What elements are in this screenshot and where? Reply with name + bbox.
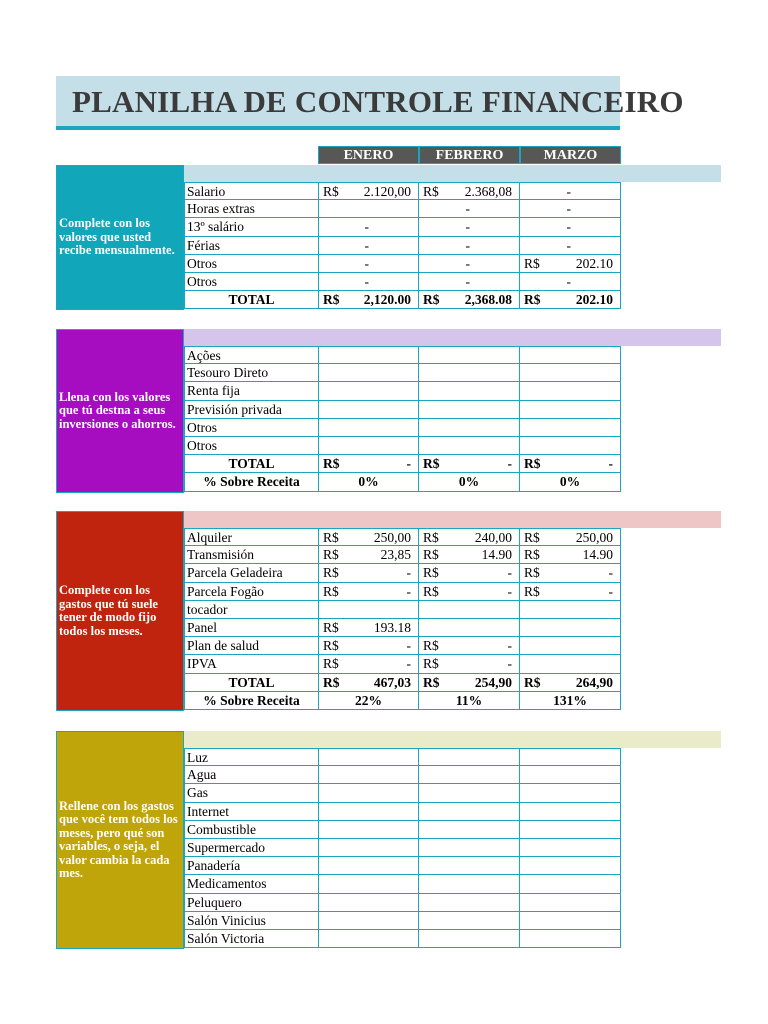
value-cell[interactable]	[419, 583, 520, 601]
value-cell[interactable]	[520, 601, 621, 619]
value-cell[interactable]	[319, 401, 419, 419]
value-cell[interactable]	[520, 291, 621, 309]
value-cell[interactable]	[419, 346, 520, 364]
row-label[interactable]: Otros	[184, 273, 319, 291]
value-cell[interactable]	[520, 637, 621, 655]
currency-symbol: R$	[524, 456, 541, 472]
currency-symbol: R$	[423, 530, 439, 545]
row-label[interactable]: Tesouro Direto	[184, 364, 319, 382]
row-label[interactable]: Panel	[184, 619, 319, 637]
row-label[interactable]: 13º salário	[184, 218, 319, 236]
value-cell[interactable]	[419, 930, 520, 948]
row-label[interactable]: Gas	[184, 784, 319, 802]
currency-symbol: R$	[524, 530, 540, 545]
row-label[interactable]: Supermercado	[184, 839, 319, 857]
value-cell[interactable]	[520, 455, 621, 473]
row-label[interactable]: Horas extras	[184, 200, 319, 218]
value-cell[interactable]	[419, 619, 520, 637]
currency-symbol: R$	[323, 565, 339, 581]
value-cell[interactable]	[520, 200, 621, 218]
value-cell[interactable]	[419, 637, 520, 655]
currency-symbol: R$	[323, 674, 340, 690]
value-cell[interactable]	[520, 875, 621, 893]
amount-value: 202.10	[575, 292, 613, 308]
value-cell[interactable]	[319, 601, 419, 619]
sheet-title-banner	[56, 76, 684, 130]
value-cell[interactable]	[319, 437, 419, 455]
amount-value: -	[364, 255, 369, 271]
amount-value: 2,120.00	[363, 292, 411, 308]
amount-value: -	[406, 638, 411, 654]
value-cell[interactable]	[419, 437, 520, 455]
value-cell[interactable]	[319, 803, 419, 821]
row-label[interactable]: Salario	[184, 182, 319, 200]
amount-value: 23,85	[380, 547, 411, 563]
value-cell[interactable]	[520, 930, 621, 948]
amount-value: -	[465, 255, 470, 271]
value-cell[interactable]	[520, 766, 621, 784]
value-cell[interactable]	[520, 821, 621, 839]
value-cell[interactable]	[520, 894, 621, 912]
value-cell[interactable]	[520, 237, 621, 255]
value-cell[interactable]	[319, 930, 419, 948]
amount-value: -	[465, 237, 470, 253]
value-cell[interactable]	[419, 455, 520, 473]
amount-value: 240,00	[474, 530, 512, 545]
amount-value: 2.368,08	[464, 184, 512, 199]
amount-value: -	[406, 583, 411, 599]
amount-value: -	[364, 237, 369, 253]
amount-value: -	[566, 201, 571, 217]
amount-value: -	[364, 219, 369, 235]
amount-value: -	[364, 273, 369, 289]
value-cell[interactable]	[520, 419, 621, 437]
value-cell[interactable]	[319, 419, 419, 437]
percent-value: 0%	[559, 474, 581, 490]
currency-symbol: R$	[323, 638, 339, 654]
value-cell[interactable]	[520, 912, 621, 930]
percent-label: % Sobre Receita	[184, 692, 319, 710]
value-cell[interactable]	[520, 803, 621, 821]
row-label[interactable]: Combustible	[184, 821, 319, 839]
value-cell[interactable]	[319, 564, 419, 582]
value-cell[interactable]	[520, 273, 621, 291]
currency-symbol: R$	[423, 184, 439, 199]
percent-value: 22%	[355, 692, 382, 708]
row-label[interactable]: tocador	[184, 601, 319, 619]
value-cell[interactable]	[319, 364, 419, 382]
value-cell[interactable]	[419, 419, 520, 437]
amount-value: 250,00	[373, 530, 411, 545]
value-cell[interactable]	[319, 382, 419, 400]
month-header-february[interactable]: FEBRERO	[419, 146, 520, 164]
amount-value: -	[608, 456, 613, 472]
value-cell[interactable]	[520, 583, 621, 601]
value-cell[interactable]	[319, 546, 419, 564]
section-band	[184, 731, 721, 748]
currency-symbol: R$	[423, 656, 439, 672]
currency-symbol: R$	[323, 184, 339, 199]
currency-symbol: R$	[524, 292, 541, 308]
total-label: TOTAL	[184, 455, 319, 473]
value-cell[interactable]	[520, 364, 621, 382]
value-cell[interactable]	[520, 255, 621, 273]
amount-value: 193.18	[373, 619, 411, 635]
value-cell[interactable]	[319, 655, 419, 673]
row-label[interactable]: Luz	[184, 748, 319, 766]
amount-value: -	[507, 583, 512, 599]
currency-symbol: R$	[524, 565, 540, 581]
value-cell[interactable]	[319, 455, 419, 473]
amount-value: -	[507, 656, 512, 672]
row-label[interactable]: Parcela Geladeira	[184, 564, 319, 582]
amount-value: -	[566, 219, 571, 235]
percent-cell[interactable]	[419, 692, 520, 710]
currency-symbol: R$	[323, 530, 339, 545]
month-header-march[interactable]: MARZO	[520, 146, 621, 164]
currency-symbol: R$	[323, 583, 339, 599]
value-cell[interactable]	[319, 748, 419, 766]
currency-symbol: R$	[323, 619, 339, 635]
amount-value: -	[406, 565, 411, 581]
section-band	[184, 511, 721, 528]
value-cell[interactable]	[419, 546, 520, 564]
value-cell[interactable]	[319, 839, 419, 857]
row-label[interactable]: Previsión privada	[184, 401, 319, 419]
section-band	[184, 329, 721, 346]
amount-value: 254,90	[474, 674, 512, 690]
percent-cell[interactable]	[520, 473, 621, 491]
total-label: TOTAL	[184, 291, 319, 309]
value-cell[interactable]	[419, 255, 520, 273]
value-cell[interactable]	[520, 839, 621, 857]
row-label[interactable]: Peluquero	[184, 894, 319, 912]
value-cell[interactable]	[319, 894, 419, 912]
amount-value: 467,03	[373, 674, 411, 690]
value-cell[interactable]	[319, 766, 419, 784]
value-cell[interactable]	[419, 528, 520, 546]
currency-symbol: R$	[423, 638, 439, 654]
value-cell[interactable]	[520, 546, 621, 564]
currency-symbol: R$	[323, 656, 339, 672]
percent-value: 0%	[458, 474, 480, 490]
section-description	[56, 511, 184, 711]
value-cell[interactable]	[419, 857, 520, 875]
amount-value: -	[566, 237, 571, 253]
row-label[interactable]: Otros	[184, 255, 319, 273]
value-cell[interactable]	[319, 182, 419, 200]
amount-value: 2.120,00	[363, 184, 411, 199]
amount-value: 264,90	[575, 674, 613, 690]
value-cell[interactable]	[419, 875, 520, 893]
percent-value: 11%	[455, 692, 483, 708]
value-cell[interactable]	[520, 401, 621, 419]
percent-value: 131%	[553, 692, 587, 708]
amount-value: 202.10	[575, 255, 613, 271]
row-label[interactable]: Medicamentos	[184, 875, 319, 893]
currency-symbol: R$	[423, 674, 440, 690]
value-cell[interactable]	[419, 601, 520, 619]
value-cell[interactable]	[319, 200, 419, 218]
amount-value: 14.90	[582, 547, 613, 563]
value-cell[interactable]	[419, 821, 520, 839]
value-cell[interactable]	[520, 528, 621, 546]
currency-symbol: R$	[423, 456, 440, 472]
section-description	[56, 731, 184, 949]
amount-value: 2,368.08	[464, 292, 512, 308]
value-cell[interactable]	[419, 200, 520, 218]
amount-value: -	[406, 456, 411, 472]
value-cell[interactable]	[520, 346, 621, 364]
currency-symbol: R$	[323, 292, 340, 308]
row-label[interactable]: Alquiler	[184, 528, 319, 546]
value-cell[interactable]	[419, 182, 520, 200]
value-cell[interactable]	[319, 674, 419, 692]
value-cell[interactable]	[419, 291, 520, 309]
row-label[interactable]: Salón Vinicius	[184, 912, 319, 930]
amount-value: 14.90	[481, 547, 512, 563]
row-label[interactable]: Plan de salud	[184, 637, 319, 655]
percent-label: % Sobre Receita	[184, 473, 319, 491]
value-cell[interactable]	[419, 237, 520, 255]
value-cell[interactable]	[419, 382, 520, 400]
value-cell[interactable]	[319, 218, 419, 236]
section-description-text: Rellene con los gastos que você tem todos los meses, pero qué son variables, o seja, el valor cambia la cada mes.	[59, 798, 178, 881]
value-cell[interactable]	[520, 564, 621, 582]
amount-value: -	[465, 273, 470, 289]
section-description-text: Llena con los valores que tú destna a seus inversiones o ahorros.	[59, 389, 176, 431]
currency-symbol: R$	[524, 547, 540, 563]
value-cell[interactable]	[419, 784, 520, 802]
value-cell[interactable]	[419, 218, 520, 236]
value-cell[interactable]	[419, 912, 520, 930]
value-cell[interactable]	[520, 382, 621, 400]
value-cell[interactable]	[520, 437, 621, 455]
value-cell[interactable]	[520, 655, 621, 673]
percent-cell[interactable]	[419, 473, 520, 491]
value-cell[interactable]	[520, 857, 621, 875]
value-cell[interactable]	[319, 583, 419, 601]
value-cell[interactable]	[419, 766, 520, 784]
percent-value: 0%	[358, 474, 379, 490]
value-cell[interactable]	[319, 821, 419, 839]
amount-value: -	[566, 273, 571, 289]
row-label[interactable]: Internet	[184, 803, 319, 821]
amount-value: -	[507, 638, 512, 654]
amount-value: -	[507, 456, 512, 472]
value-cell[interactable]	[419, 674, 520, 692]
row-label[interactable]: Renta fija	[184, 382, 319, 400]
value-cell[interactable]	[319, 273, 419, 291]
value-cell[interactable]	[319, 912, 419, 930]
row-label[interactable]: Otros	[184, 437, 319, 455]
total-label: TOTAL	[184, 674, 319, 692]
section-description-text: Complete con los gastos que tú suele tener de modo fijo todos los meses.	[59, 583, 158, 638]
value-cell[interactable]	[319, 346, 419, 364]
value-cell[interactable]	[319, 255, 419, 273]
amount-value: -	[608, 565, 613, 581]
value-cell[interactable]	[419, 273, 520, 291]
value-cell[interactable]	[319, 528, 419, 546]
amount-value: -	[608, 583, 613, 599]
value-cell[interactable]	[319, 637, 419, 655]
value-cell[interactable]	[419, 748, 520, 766]
currency-symbol: R$	[524, 583, 540, 599]
value-cell[interactable]	[419, 894, 520, 912]
row-label[interactable]: IPVA	[184, 655, 319, 673]
value-cell[interactable]	[319, 237, 419, 255]
currency-symbol: R$	[323, 547, 339, 563]
value-cell[interactable]	[319, 784, 419, 802]
value-cell[interactable]	[520, 674, 621, 692]
percent-cell[interactable]	[319, 692, 419, 710]
value-cell[interactable]	[319, 291, 419, 309]
value-cell[interactable]	[520, 748, 621, 766]
section-description	[56, 329, 184, 493]
value-cell[interactable]	[319, 857, 419, 875]
row-label[interactable]: Ações	[184, 346, 319, 364]
currency-symbol: R$	[524, 255, 540, 271]
currency-symbol: R$	[323, 456, 340, 472]
value-cell[interactable]	[419, 364, 520, 382]
value-cell[interactable]	[520, 619, 621, 637]
amount-value: -	[406, 656, 411, 672]
sheet-title: PLANILHA DE CONTROLE FINANCEIRO	[72, 84, 684, 119]
amount-value: -	[465, 219, 470, 235]
value-cell[interactable]	[520, 784, 621, 802]
row-label[interactable]: Panadería	[184, 857, 319, 875]
section-band	[184, 165, 721, 182]
amount-value: -	[507, 565, 512, 581]
value-cell[interactable]	[419, 803, 520, 821]
currency-symbol: R$	[423, 292, 440, 308]
value-cell[interactable]	[419, 401, 520, 419]
percent-cell[interactable]	[520, 692, 621, 710]
value-cell[interactable]	[419, 655, 520, 673]
section-description	[56, 165, 184, 310]
currency-symbol: R$	[423, 583, 439, 599]
row-label[interactable]: Parcela Fogão	[184, 583, 319, 601]
amount-value: -	[465, 201, 470, 217]
percent-cell[interactable]	[319, 473, 419, 491]
amount-value: 250,00	[575, 530, 613, 545]
value-cell[interactable]	[319, 619, 419, 637]
month-header-january[interactable]: ENERO	[318, 146, 419, 164]
amount-value: -	[566, 184, 571, 199]
section-description-text: Complete con los valores que usted recibe mensualmente.	[59, 216, 175, 258]
row-label[interactable]: Agua	[184, 766, 319, 784]
value-cell[interactable]	[419, 564, 520, 582]
row-label[interactable]: Transmisión	[184, 546, 319, 564]
value-cell[interactable]	[520, 182, 621, 200]
currency-symbol: R$	[423, 547, 439, 563]
value-cell[interactable]	[520, 218, 621, 236]
row-label[interactable]: Salón Victoria	[184, 930, 319, 948]
currency-symbol: R$	[524, 674, 541, 690]
currency-symbol: R$	[423, 565, 439, 581]
value-cell[interactable]	[319, 875, 419, 893]
value-cell[interactable]	[419, 839, 520, 857]
row-label[interactable]: Otros	[184, 419, 319, 437]
row-label[interactable]: Férias	[184, 237, 319, 255]
